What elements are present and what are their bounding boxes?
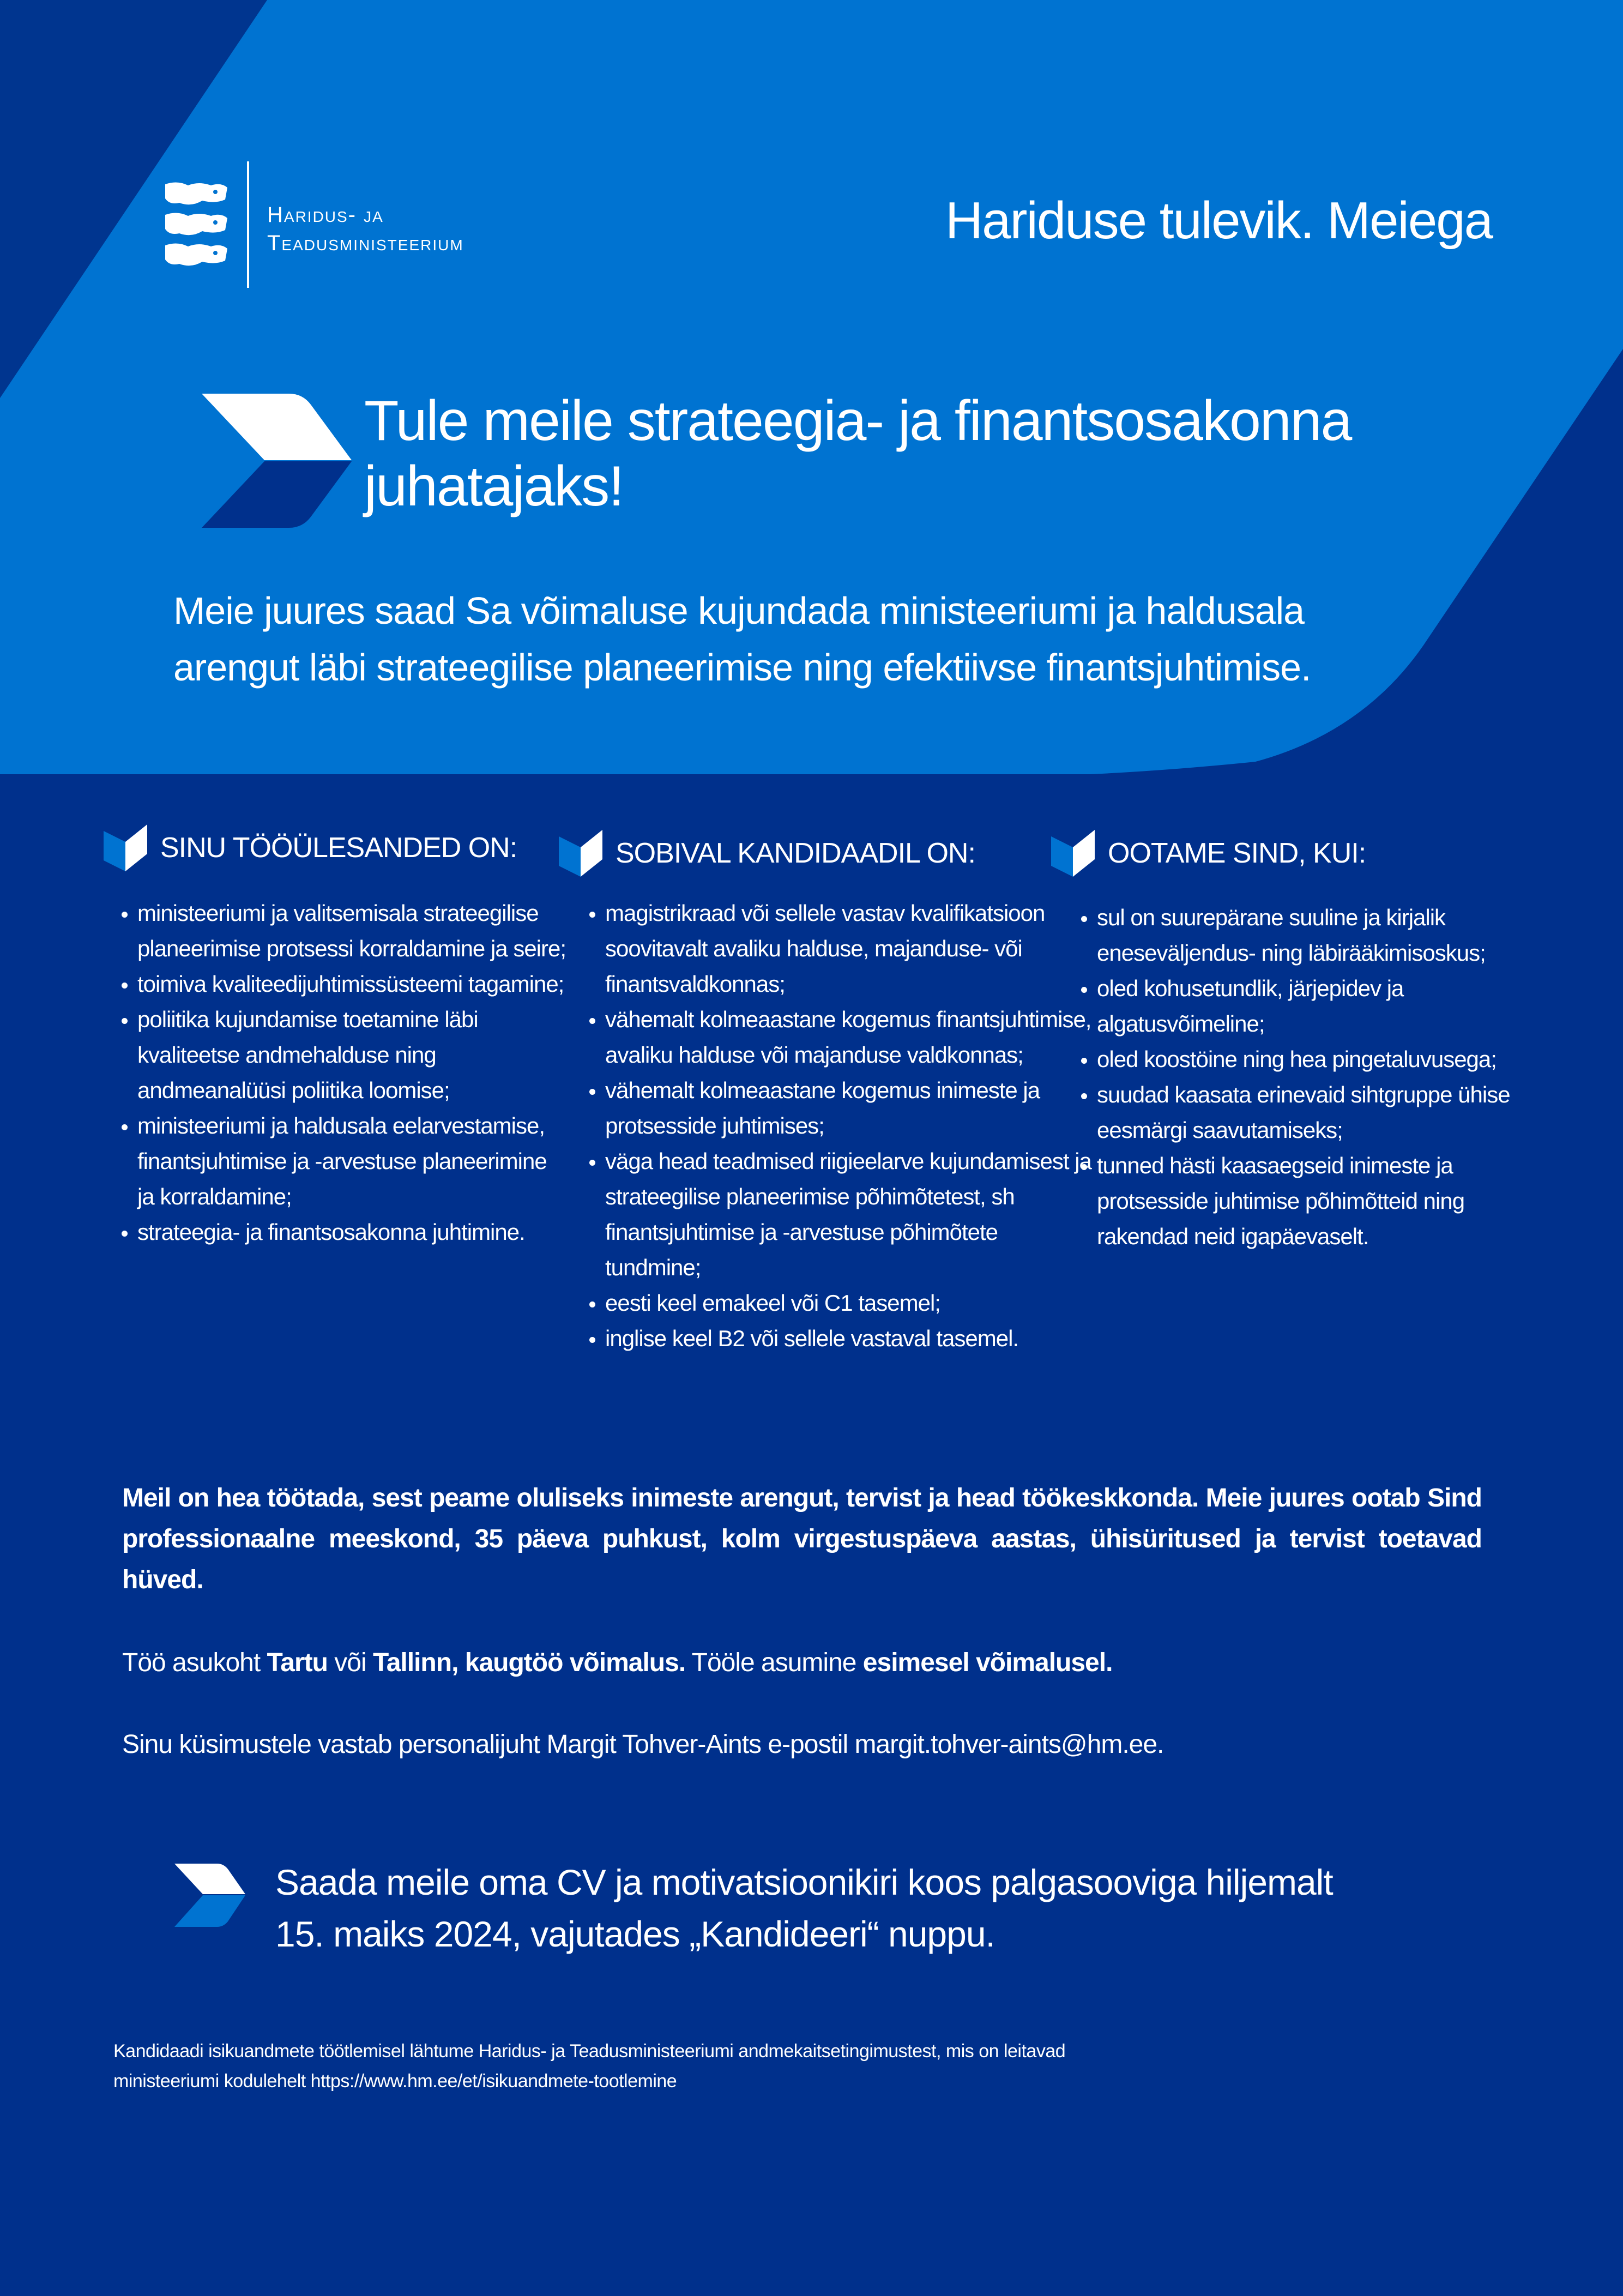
privacy-notice — [113, 2036, 1367, 2096]
list-item: • oled kohusetundlik, järjepidev ja algatusvõimeline; — [1097, 971, 1522, 1041]
logo-divider — [247, 161, 249, 288]
list-item: • strateegia- ja finantsosakonna juhtimine. — [137, 1214, 568, 1250]
list-item: • toimiva kvaliteedijuhtimissüsteemi tagamine; — [137, 966, 568, 1002]
location-city-tallinn: Tallinn, kaugtöö võimalus. — [372, 1648, 686, 1677]
logo-line-2: Teadusministeerium — [267, 231, 464, 255]
location-line — [122, 1644, 1112, 1682]
intro-line-1: Meie juures saad Sa võimaluse kujundada ministeeriumi ja haldusala — [173, 589, 1305, 632]
column-heading-qualities-label: OOTAME SIND, KUI: — [1108, 837, 1366, 869]
ministry-logo-text — [267, 201, 464, 257]
chevron-arrow-icon — [202, 394, 352, 528]
list-item: • oled koostöine ning hea pingetaluvusega; — [1097, 1041, 1522, 1077]
location-or: või — [327, 1648, 373, 1677]
tagline: Hariduse tulevik. Meiega — [945, 191, 1492, 250]
open-book-icon — [559, 830, 602, 877]
list-item: • vähemalt kolmeaastane kogemus inimeste ja protsesside juhtimises; — [605, 1072, 1096, 1143]
column-heading-requirements — [559, 830, 975, 877]
privacy-line-2: ministeeriumi kodulehelt https://www.hm.ee/et/isikuandmete-tootlemine — [113, 2071, 677, 2092]
cta-line-2: 15. maiks 2024, vajutades „Kandideeri“ nuppu. — [275, 1914, 995, 1954]
start-prefix: Tööle asumine — [685, 1648, 863, 1677]
intro-text — [173, 582, 1400, 696]
column-heading-tasks-label: SINU TÖÖÜLESANDED ON: — [160, 832, 517, 864]
location-city-tartu: Tartu — [267, 1648, 328, 1677]
list-item: • inglise keel B2 või sellele vastaval tasemel. — [605, 1321, 1096, 1356]
qualities-list — [1059, 900, 1522, 1254]
list-item: • tunned hästi kaasaegseid inimeste ja protsesside juhtimise põhimõtteid ning rakendad neid igapäevaselt. — [1097, 1148, 1522, 1254]
list-item: • magistrikraad või sellele vastav kvalifikatsioon soovitavalt avaliku halduse, majanduse- või finantsvaldkonnas; — [605, 895, 1096, 1002]
open-book-icon — [104, 824, 147, 871]
estonian-three-lions-crest-icon — [161, 180, 232, 273]
list-item: • eesti keel emakeel või C1 tasemel; — [605, 1285, 1096, 1321]
location-prefix: Töö asukoht — [122, 1648, 267, 1677]
privacy-line-1: Kandidaadi isikuandmete töötlemisel lähtume Haridus- ja Teadusministeeriumi andmekaitsetingimustest, mis on leitavad — [113, 2041, 1066, 2062]
benefits-paragraph: Meil on hea töötada, sest peame oluliseks inimeste arengut, tervist ja head töökeskkonda. Meie juures ootab Sind professionaalne meeskond, 35 päeva puhkust, kolm virgestuspäeva aastas, ühisüritused ja tervist toetavad hüved. — [122, 1484, 1482, 1594]
cta-line-1: Saada meile oma CV ja motivatsioonikiri koos palgasooviga hiljemalt — [275, 1862, 1333, 1902]
list-item: • vähemalt kolmeaastane kogemus finantsjuhtimise, avaliku halduse või majanduse valdkonnas; — [605, 1002, 1096, 1072]
list-item: • sul on suurepärane suuline ja kirjalik eneseväljendus- ning läbirääkimisoskus; — [1097, 900, 1522, 971]
call-to-action — [275, 1857, 1420, 1960]
requirements-list — [567, 895, 1096, 1356]
page-title-line-1: Tule meile strateegia- ja finantsosakonna — [364, 389, 1352, 453]
list-item: • suudad kaasata erinevaid sihtgruppe ühise eesmärgi saavutamiseks; — [1097, 1077, 1522, 1148]
tasks-list — [99, 895, 568, 1250]
page-title-line-2: juhatajaks! — [364, 455, 624, 518]
chevron-arrow-icon — [174, 1864, 245, 1927]
intro-line-2: arengut läbi strateegilise planeerimise ning efektiivse finantsjuhtimise. — [173, 646, 1311, 689]
column-heading-qualities — [1051, 830, 1366, 877]
list-item: • poliitika kujundamise toetamine läbi kvaliteetse andmehalduse ning andmeanalüüsi poliitika loomise; — [137, 1002, 568, 1108]
contact-line: Sinu küsimustele vastab personalijuht Margit Tohver-Aints e-postil margit.tohver-aints@hm.ee. — [122, 1730, 1164, 1759]
list-item: • väga head teadmised riigieelarve kujundamisest ja strateegilise planeerimise põhimõtetest, sh finantsjuhtimise ja -arvestuse põhimõtete tundmine; — [605, 1143, 1096, 1285]
open-book-icon — [1051, 830, 1095, 877]
page-title — [364, 388, 1455, 519]
list-item: • ministeeriumi ja valitsemisala strateegilise planeerimise protsessi korraldamine ja seire; — [137, 895, 568, 966]
logo-line-1: Haridus- ja — [267, 203, 384, 227]
list-item: • ministeeriumi ja haldusala eelarvestamise, finantsjuhtimise ja -arvestuse planeerimine ja korraldamine; — [137, 1108, 568, 1214]
column-heading-requirements-label: SOBIVAL KANDIDAADIL ON: — [616, 837, 975, 869]
start-date: esimesel võimalusel. — [862, 1648, 1113, 1677]
column-heading-tasks — [104, 824, 517, 871]
